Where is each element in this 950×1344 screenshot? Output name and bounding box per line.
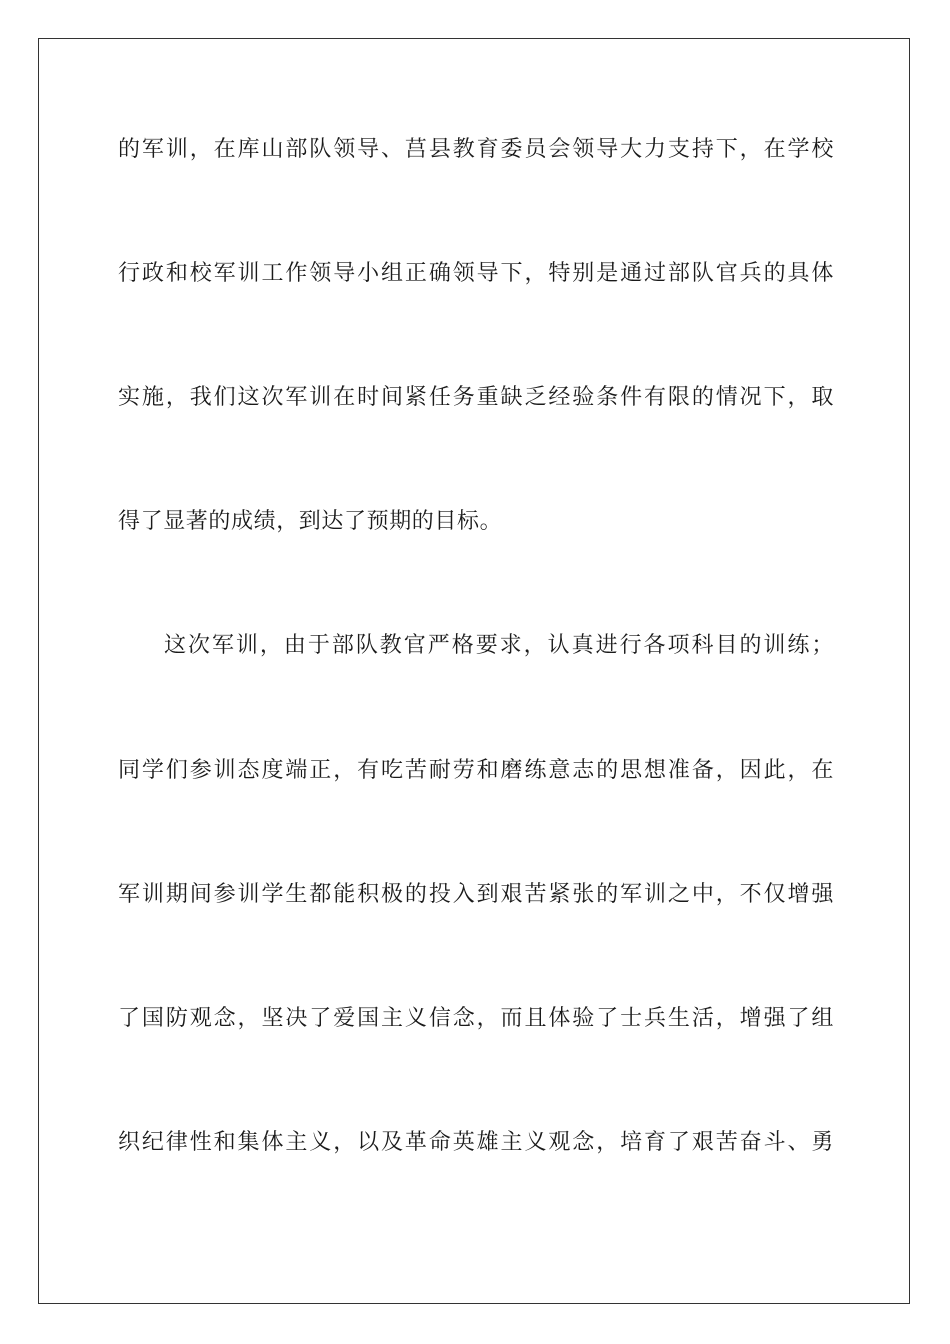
paragraph-line: 行政和校军训工作领导小组正确领导下，特别是通过部队官兵的具体	[118, 261, 834, 286]
page-border	[38, 38, 910, 1304]
paragraph-line: 军训期间参训学生都能积极的投入到艰苦紧张的军训之中，不仅增强	[118, 882, 834, 907]
paragraph-line: 实施，我们这次军训在时间紧任务重缺乏经验条件有限的情况下，取	[118, 385, 834, 410]
paragraph-line: 这次军训，由于部队教官严格要求，认真进行各项科目的训练；	[164, 633, 834, 658]
paragraph-line: 的军训，在库山部队领导、莒县教育委员会领导大力支持下，在学校	[118, 137, 834, 162]
paragraph-line: 了国防观念，坚决了爱国主义信念，而且体验了士兵生活，增强了组	[118, 1006, 834, 1031]
paragraph-line: 同学们参训态度端正，有吃苦耐劳和磨练意志的思想准备，因此，在	[118, 758, 834, 783]
paragraph-line: 得了显著的成绩，到达了预期的目标。	[118, 509, 503, 534]
paragraph-line: 织纪律性和集体主义，以及革命英雄主义观念，培育了艰苦奋斗、勇	[118, 1130, 834, 1155]
